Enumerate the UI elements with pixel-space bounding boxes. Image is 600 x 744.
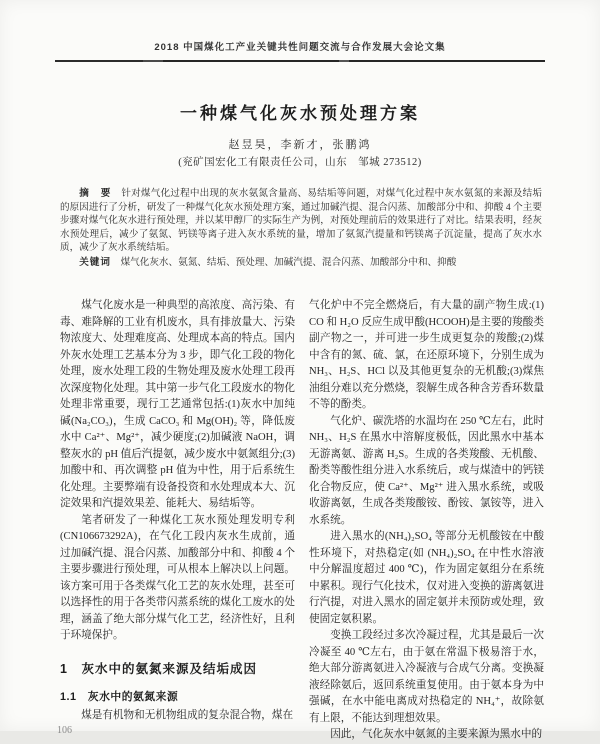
header-rule (55, 60, 545, 62)
authors-line: 赵昱昊，李新才，张鹏鸿 (228, 139, 372, 151)
left-column (60, 298, 295, 744)
keywords-paragraph (60, 256, 542, 270)
section-1-heading: 1 灰水中的氨氮来源及结垢成因 (60, 661, 257, 676)
body-paragraph: 煤是有机物和无机物组成的复杂混合物，煤在 (81, 709, 294, 721)
two-column-body (60, 298, 544, 744)
keywords-label: 关键词 (79, 256, 111, 268)
abstract-block (60, 187, 542, 270)
body-paragraph: 笔者研发了一种煤化工灰水预处理发明专利(CN106673292A)，在气化工段内灰水生成前，通过加碱汽提、混合闪蒸、加酸部分中和、抑酸 4 个主要步骤进行预处理，可从根本上解决以上问题。该方案可用于各类煤气化工艺的灰水处理，甚至可以选择性的用于各类带闪蒸系统的煤化工废水的处理，涵盖了绝大部分煤气化工艺，经济性好，且利于环境保护。 (60, 514, 295, 641)
right-column (309, 298, 544, 744)
body-paragraph: 因此，气化灰水中氨氮的主要来源为黑水中的 (330, 729, 543, 740)
abstract-text: 针对煤气化过程中出现的灰水氨氮含量高、易结垢等问题，对煤气化过程中灰水氨氮的来源及结垢的原因进行了分析，研发了一种煤气化灰水预处理方案，通过加碱汽提、混合闪蒸、加酸部分中和、抑酸 4 个主要步骤对煤气化灰水进行预处理，并以某甲醇厂的实际生产为例，对预处理前后的效果进行了对比。结果表明，经灰水预处理后，减少了氨氮、钙镁等离子进入灰水系统的量，增加了氨氮汽提量和钙镁离子沉淀量，提高了灰水水质，减少了灰水系统结垢。 (60, 188, 543, 254)
keywords-text: 煤气化灰水、氨氮、结垢、预处理、加碱汽提、混合闪蒸、加酸部分中和、抑酸 (120, 256, 457, 268)
body-paragraph: 气化炉中不完全燃烧后，有大量的副产物生成:(1) CO 和 H₂O 反应生成甲酸(HCOOH)是主要的羧酸类副产物之一，并可进一步生成更复杂的羧酸;(2)煤中含有的氮、硫、氯，在还原环境下，分别生成为 NH₃、H₂S、HCl 以及其他更复杂的无机酸;(3)煤焦油组分难以充分燃烧，裂解生成各种含芳香环数量不等的酚类。 (309, 300, 544, 410)
abstract-label: 摘 要 (79, 188, 112, 199)
section-1-1-heading: 1.1 灰水中的氨氮来源 (60, 691, 179, 703)
body-paragraph: 进入黑水的(NH₄)₂SO₄ 等部分无机酸铵在中酸性环境下，对热稳定(如 (NH₄)₂SO₄ 在中性水溶液中分解温度超过 400 ℃)，作为固定氨组分在系统中累积。现行气化技术，仅对进入变换的游离氨进行汽提，对进入黑水的固定氨并未预防或处理，致使固定氨积累。 (309, 531, 544, 625)
paper-title: 一种煤气化灰水预处理方案 (180, 104, 420, 123)
abstract-paragraph (60, 187, 542, 255)
affiliation-line: (兖矿国宏化工有限责任公司，山东 邹城 273512) (178, 157, 422, 168)
body-paragraph: 气化炉、碳洗塔的水温均在 250 ℃左右，此时 NH₃、H₂S 在黑水中溶解度极低，因此黑水中基本无游离氨、游离 H₂S。生成的各类羧酸、无机酸、酚类等酸性组分进入水系统后，或与煤渣中的钙镁化合物反应，使 Ca²⁺、Mg²⁺ 进入黑水系统，或吸收游离氨，生成各类羧酸铵、酚铵、氯铵等，进入水系统。 (309, 415, 544, 526)
body-paragraph: 煤气化废水是一种典型的高浓度、高污染、有毒、难降解的工业有机废水，具有排放量大、污染物浓度大、处理难度高、处理成本高的特点。国内外灰水处理工艺基本分为 3 步，即气化工段的物化处理，废水处理工段的生物处理及废水处理工段再次深度物化处理。其中第一步气化工段废水的物化处理非常重要，现行工艺通常包括:(1)灰水中加纯碱(Na₂CO₃)，生成 CaCO₃ 和 Mg(OH)₂ 等，降低废水中 Ca²⁺、Mg²⁺，减少硬度;(2)加碱液 NaOH，调整灰水的 pH 值后汽提氨，减少废水中氨氮组分;(3)加酸中和、再次调整 pH 值为中性，用于后系统生化处理。主要弊端有设备投资和水处理成本大、沉淀效果和汽提效果差、能耗大、易结垢等。 (60, 300, 295, 509)
body-paragraph: 变换工段经过多次冷凝过程，尤其是最后一次冷凝至 40 ℃左右，由于氨在常温下极易溶于水，绝大部分游离氨进入冷凝液与合成气分离。变换凝液经除氨后，返回系统重复使用。由于氨本身为中强碱，在水中能电离成对热稳定的 NH₄⁺，故除氨有上限，不能达到理想效果。 (309, 630, 544, 724)
proceedings-header: 2018 中国煤化工产业关键共性问题交流与合作发展大会论文集 (154, 42, 446, 53)
page-number: 106 (57, 725, 72, 736)
